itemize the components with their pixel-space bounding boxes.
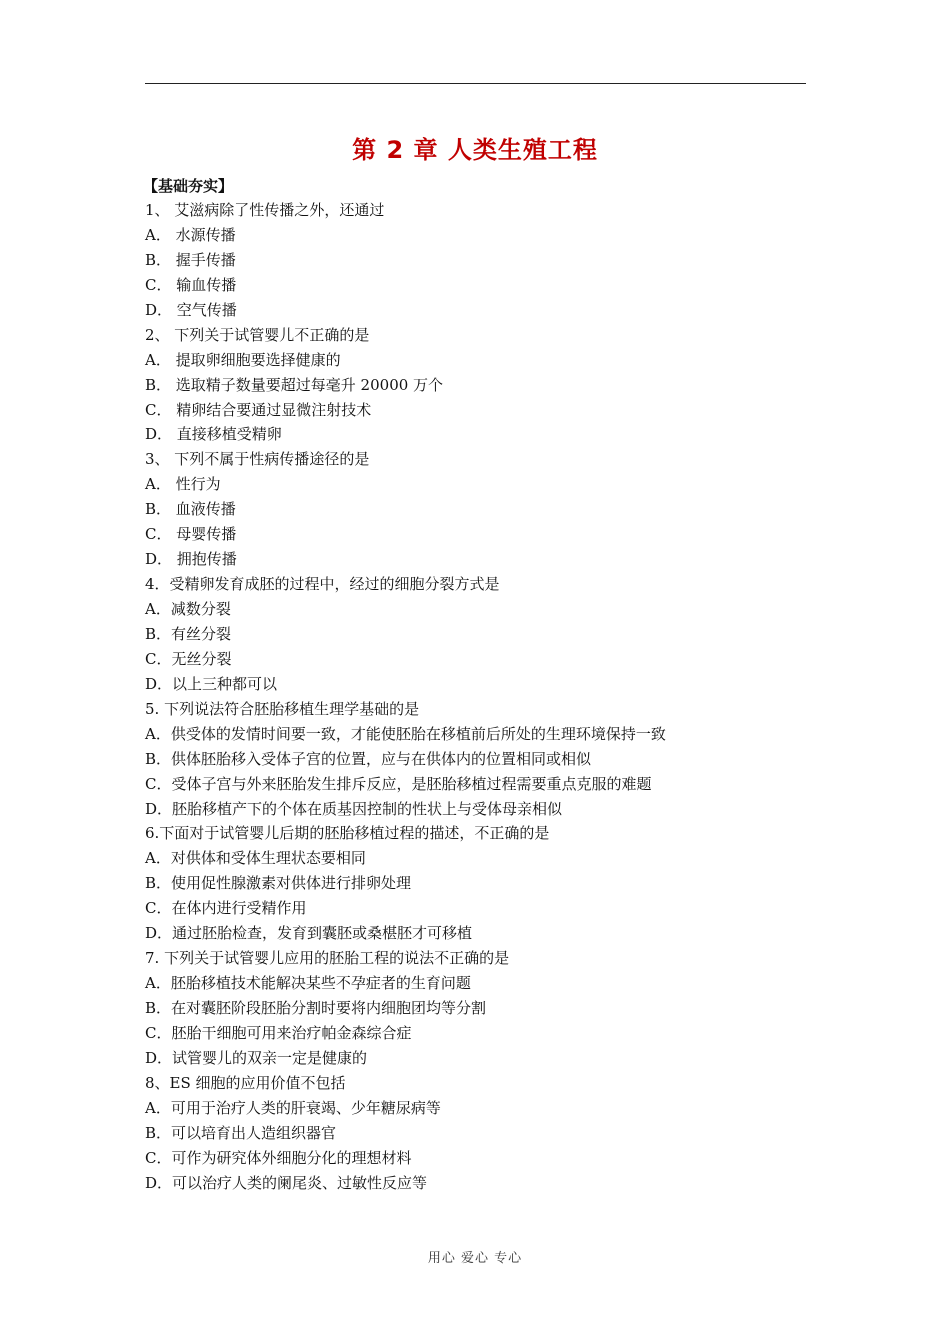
question-stem: 4．受精卵发育成胚的过程中，经过的细胞分裂方式是 (145, 575, 500, 594)
answer-option: A．可用于治疗人类的肝衰竭、少年糖尿病等 (145, 1098, 441, 1117)
answer-option: A． 性行为 (145, 475, 221, 494)
answer-option: D． 空气传播 (145, 300, 237, 319)
answer-option: A．对供体和受体生理状态要相同 (145, 849, 366, 868)
answer-option: B．使用促性腺激素对供体进行排卵处理 (145, 874, 412, 893)
page-title: 第 2 章 人类生殖工程 (352, 136, 598, 164)
question-stem: 7. 下列关于试管婴儿应用的胚胎工程的说法不正确的是 (145, 949, 510, 968)
section-heading: 【基础夯实】 (143, 177, 234, 195)
answer-option: C．在体内进行受精作用 (145, 899, 307, 918)
answer-option: C． 输血传播 (145, 275, 237, 294)
answer-option: A． 水源传播 (145, 225, 236, 244)
answer-option: B．在对囊胚阶段胚胎分割时要将内细胞团均等分割 (145, 999, 487, 1017)
answer-option: C．可作为研究体外细胞分化的理想材料 (145, 1148, 412, 1167)
question-stem: 8、ES 细胞的应用价值不包括 (145, 1073, 346, 1092)
question-lines (145, 198, 825, 1196)
question-stem: 1、 艾滋病除了性传播之外，还通过 (145, 201, 385, 219)
answer-option: D． 直接移植受精卵 (145, 425, 282, 444)
answer-option: B．供体胚胎移入受体子宫的位置，应与在供体内的位置相同或相似 (145, 749, 592, 768)
answer-option: A．减数分裂 (145, 600, 231, 618)
answer-option: B． 选取精子数量要超过每毫升 20000 万个 (145, 375, 444, 394)
header-rule (145, 83, 806, 84)
question-stem: 2、 下列关于试管婴儿不正确的是 (145, 325, 370, 344)
answer-option: C．受体子宫与外来胚胎发生排斥反应，是胚胎移植过程需要重点克服的难题 (145, 774, 652, 793)
answer-option: D．试管婴儿的双亲一定是健康的 (145, 1048, 368, 1067)
answer-option: B． 血液传播 (145, 500, 236, 519)
question-list (145, 174, 825, 1196)
answer-option: D．通过胚胎检查，发育到囊胚或桑椹胚才可移植 (145, 924, 473, 943)
answer-option: D．可以治疗人类的阑尾炎、过敏性反应等 (145, 1173, 428, 1192)
answer-option: B．有丝分裂 (145, 624, 232, 643)
answer-option: D．以上三种都可以 (145, 674, 278, 693)
answer-option: C．无丝分裂 (145, 649, 232, 668)
answer-option: A．胚胎移植技术能解决某些不孕症者的生育问题 (145, 974, 471, 993)
answer-option: B．可以培育出人造组织器官 (145, 1123, 337, 1142)
answer-option: D．胚胎移植产下的个体在质基因控制的性状上与受体母亲相似 (145, 799, 563, 818)
answer-option: C． 母婴传播 (145, 525, 237, 544)
answer-option: C． 精卵结合要通过显微注射技术 (145, 400, 372, 419)
answer-option: D． 拥抱传播 (145, 550, 237, 569)
answer-option: A． 提取卵细胞要选择健康的 (145, 350, 341, 369)
question-stem: 3、 下列不属于性病传播途径的是 (145, 450, 370, 469)
answer-option: C．胚胎干细胞可用来治疗帕金森综合症 (145, 1023, 412, 1042)
page-footer: 用心 爱心 专心 (427, 1251, 523, 1266)
answer-option: A．供受体的发情时间要一致，才能使胚胎在移植前后所处的生理环境保持一致 (145, 724, 666, 743)
answer-option: B． 握手传播 (145, 250, 236, 269)
question-stem: 5. 下列说法符合胚胎移植生理学基础的是 (145, 699, 420, 718)
question-stem: 6.下面对于试管婴儿后期的胚胎移植过程的描述，不正确的是 (145, 824, 550, 843)
